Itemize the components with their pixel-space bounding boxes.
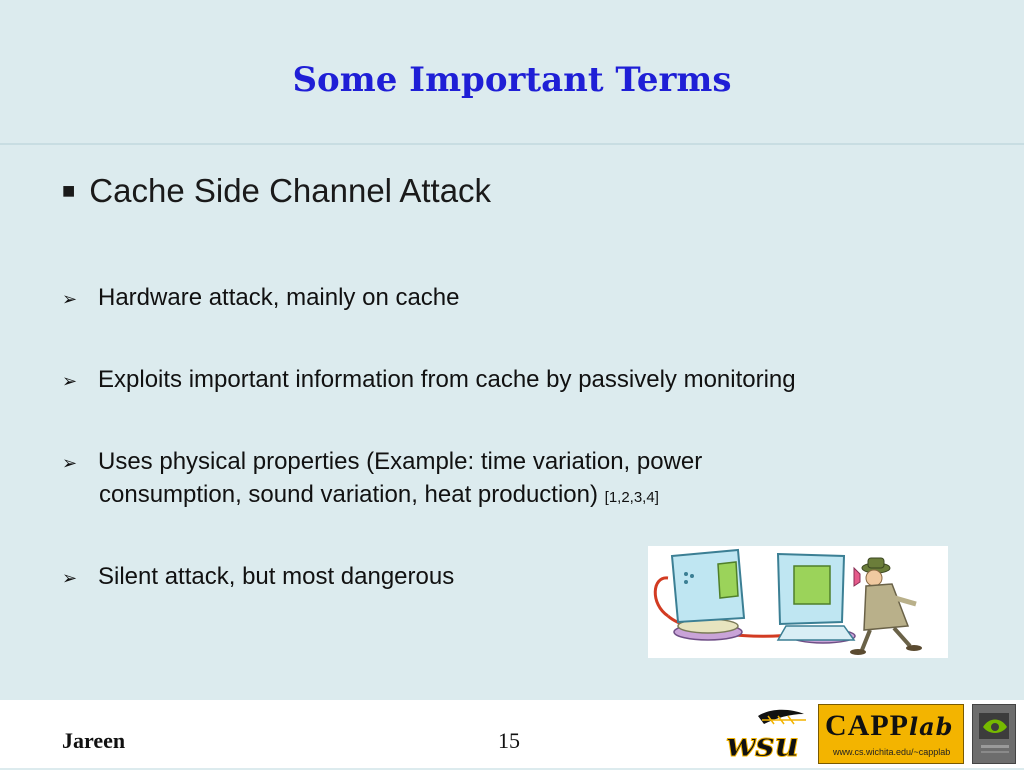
spy-illustration-icon [648, 546, 948, 658]
bullet-item [62, 561, 454, 594]
capp-logo-text: CAPPlab [825, 709, 954, 742]
author-name: Jareen [62, 728, 126, 753]
title-divider [0, 143, 1024, 145]
wsu-logo [724, 706, 808, 762]
bullet-text-continued: consumption, sound variation, heat production) [99, 481, 598, 508]
square-bullet-icon: ■ [62, 178, 76, 203]
capp-lab-logo [818, 704, 964, 764]
nvidia-eye-icon [973, 705, 1017, 765]
slide-title: Some Important Terms [292, 60, 732, 100]
page-number: 15 [498, 728, 520, 753]
svg-text:wsu: wsu [726, 725, 800, 762]
citation-reference: [1,2,3,4] [604, 489, 659, 506]
capp-logo-url: www.cs.wichita.edu/~capplab [833, 747, 951, 757]
arrow-bullet-icon: ➢ [62, 568, 78, 588]
section-heading-text: Cache Side Channel Attack [89, 172, 492, 209]
bullet-text: Uses physical properties (Example: time variation, power [98, 448, 703, 475]
bullet-text: Silent attack, but most dangerous [98, 563, 455, 590]
bullet-item [62, 364, 796, 397]
bullet-text: Hardware attack, mainly on cache [98, 284, 460, 311]
bullet-item [62, 446, 702, 514]
spy-computers-illustration [648, 546, 948, 658]
arrow-bullet-icon: ➢ [62, 289, 78, 309]
arrow-bullet-icon: ➢ [62, 453, 78, 473]
nvidia-logo [972, 704, 1016, 764]
arrow-bullet-icon: ➢ [62, 371, 78, 391]
bullet-text: Exploits important information from cache by passively monitoring [98, 366, 796, 393]
bullet-item [62, 282, 460, 315]
slide-footer [0, 700, 1024, 768]
section-heading [62, 172, 491, 210]
wheat-logo-icon [724, 706, 808, 762]
